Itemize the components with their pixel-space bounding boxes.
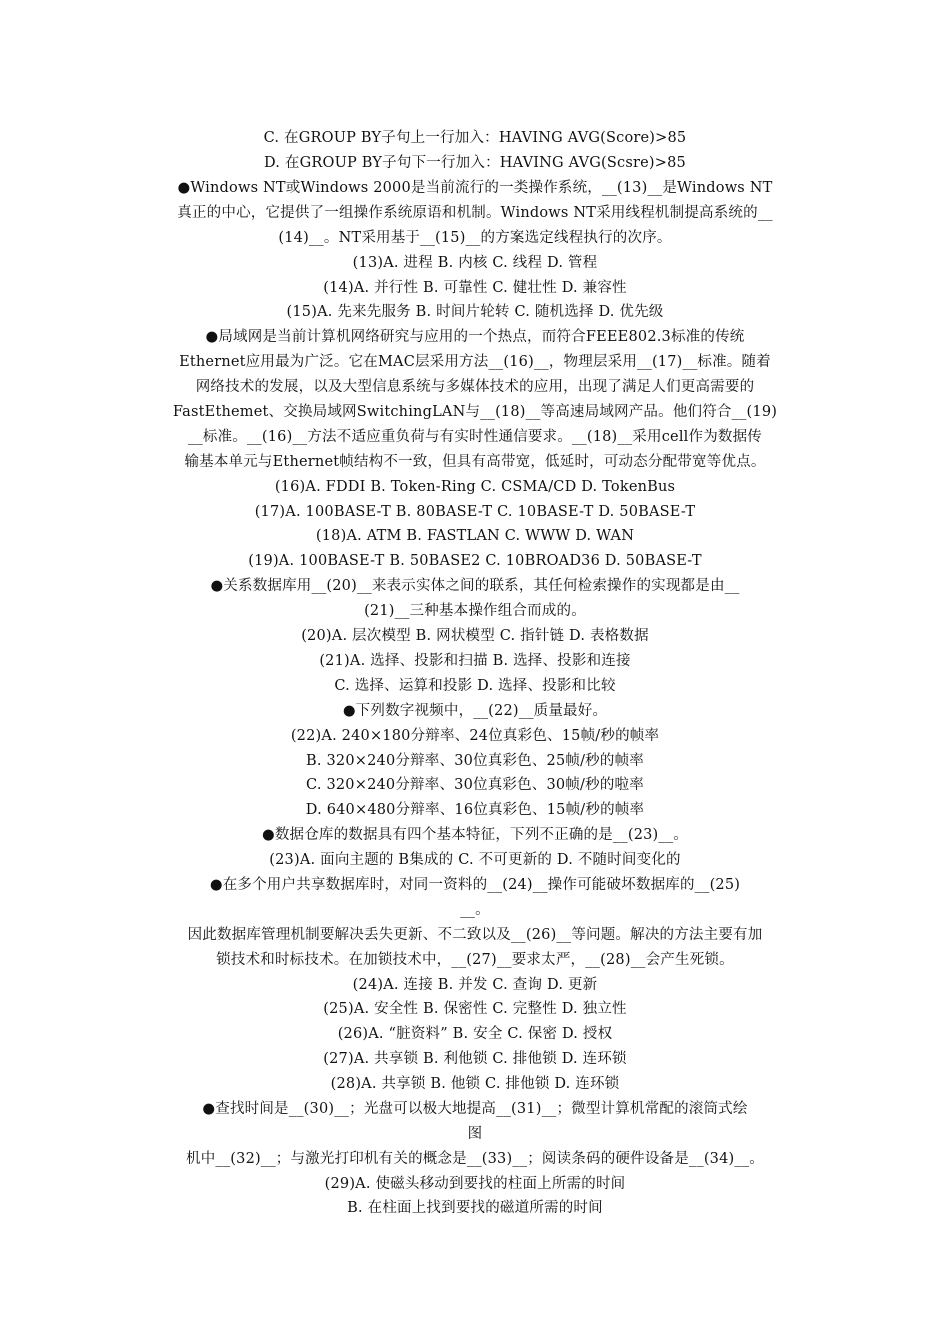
option-line: (21)A. 选择、投影和扫描 B. 选择、投影和连接: [319, 653, 631, 669]
option-line: (23)A. 面向主题的 B集成的 C. 不可更新的 D. 不随时间变化的: [269, 852, 681, 868]
option-line: (19)A. 100BASE-T B. 50BASE2 C. 10BROAD36 D. 50BASE-T: [248, 553, 702, 569]
text-line: 机中__(32)__；与激光打印机有关的概念是__(33)__；阅读条码的硬件设备是__(34)__。: [186, 1151, 764, 1167]
text-line: 因此数据库管理机制要解决丢失更新、不二致以及__(26)__等问题。解决的方法主要有加: [187, 927, 763, 943]
text-line: ●局域网是当前计算机网络研究与应用的一个热点，而符合FEEE802.3标准的传统: [205, 329, 745, 345]
text-line: 真正的中心，它提供了一组操作系统原语和机制。Windows NT采用线程机制提高系统的__: [177, 205, 773, 221]
option-line: (29)A. 使磁头移动到要找的柱面上所需的时间: [324, 1176, 626, 1192]
text-line: Ethernet应用最为广泛。它在MAC层采用方法__(16)__，物理层采用__(17)__标准。随着: [179, 354, 771, 370]
option-line: (20)A. 层次模型 B. 网状模型 C. 指针链 D. 表格数据: [301, 628, 649, 644]
text-line: 输基本单元与Ethernet帧结构不一致，但具有高带宽，低延时，可动态分配带宽等优点。: [184, 454, 766, 470]
text-line: C. 在GROUP BY子句上一行加入：HAVING AVG(Score)>85: [263, 130, 687, 146]
option-line: (28)A. 共享锁 B. 他锁 C. 排他锁 D. 连环锁: [330, 1076, 620, 1092]
option-line: B. 在柱面上找到要找的磁道所需的时间: [347, 1200, 603, 1216]
text-line: 图: [467, 1126, 483, 1142]
text-line: ●关系数据库用__(20)__来表示实体之间的联系，其任何检索操作的实现都是由__: [210, 578, 740, 594]
option-line: (24)A. 连接 B. 并发 C. 查询 D. 更新: [352, 977, 598, 993]
text-line: ●下列数字视频中，__(22)__质量最好。: [342, 703, 608, 719]
text-line: (14)__。NT采用基于__(15)__的方案选定线程执行的次序。: [278, 230, 672, 246]
option-line: (27)A. 共享锁 B. 利他锁 C. 排他锁 D. 连环锁: [323, 1051, 627, 1067]
option-line: (17)A. 100BASE-T B. 80BASE-T C. 10BASE-T D. 50BASE-T: [254, 504, 696, 520]
text-line: ●数据仓库的数据具有四个基本特征，下列不正确的是__(23)__。: [261, 827, 688, 843]
option-line: C. 320×240分辩率、30位真彩色、30帧/秒的啦率: [306, 777, 644, 793]
text-line: __标准。__(16)__方法不适应重负荷与有实时性通信要求。__(18)__采用cell作为数据传: [187, 429, 762, 445]
option-line: (13)A. 进程 B. 内核 C. 线程 D. 管程: [352, 255, 598, 271]
option-line: D. 640×480分辩率、16位真彩色、15帧/秒的帧率: [305, 802, 645, 818]
text-line: D. 在GROUP BY子句下一行加入：HAVING AVG(Scsre)>85: [264, 155, 686, 171]
option-line: (18)A. ATM B. FASTLAN C. WWW D. WAN: [315, 528, 635, 544]
text-line: ●查找时间是__(30)__；光盘可以极大地提高__(31)__；微型计算机常配的滚筒式绘: [202, 1101, 748, 1117]
text-line: ●Windows NT或Windows 2000是当前流行的一类操作系统，__(13)__是Windows NT: [177, 180, 773, 196]
option-line: (14)A. 并行性 B. 可靠性 C. 健壮性 D. 兼容性: [323, 280, 627, 296]
option-line: B. 320×240分辩率、30位真彩色、25帧/秒的帧率: [306, 753, 644, 769]
option-line: C. 选择、运算和投影 D. 选择、投影和比较: [334, 678, 616, 694]
option-line: (16)A. FDDI B. Token-Ring C. CSMA/CD D. TokenBus: [274, 479, 676, 495]
text-line: ●在多个用户共享数据库时，对同一资料的__(24)__操作可能破坏数据库的__(25): [209, 877, 741, 893]
text-line: __。: [460, 902, 490, 918]
text-line: FastEthemet、交换局域网SwitchingLAN与__(18)__等高速局域网产品。他们符合__(19): [172, 404, 778, 420]
text-line: (21)__三种基本操作组合而成的。: [364, 603, 586, 619]
option-line: (25)A. 安全性 B. 保密性 C. 完整性 D. 独立性: [323, 1001, 627, 1017]
option-line: (26)A. “脏资料” B. 安全 C. 保密 D. 授权: [337, 1026, 613, 1042]
option-line: (15)A. 先来先服务 B. 时间片轮转 C. 随机选择 D. 优先级: [286, 304, 664, 320]
text-line: 网络技术的发展，以及大型信息系统与多媒体技术的应用，出现了满足人们更高需要的: [195, 379, 755, 395]
option-line: (22)A. 240×180分辩率、24位真彩色、15帧/秒的帧率: [290, 728, 660, 744]
text-line: 锁技术和时标技术。在加锁技术中，__(27)__要求太严，__(28)__会产生死锁。: [216, 952, 734, 968]
